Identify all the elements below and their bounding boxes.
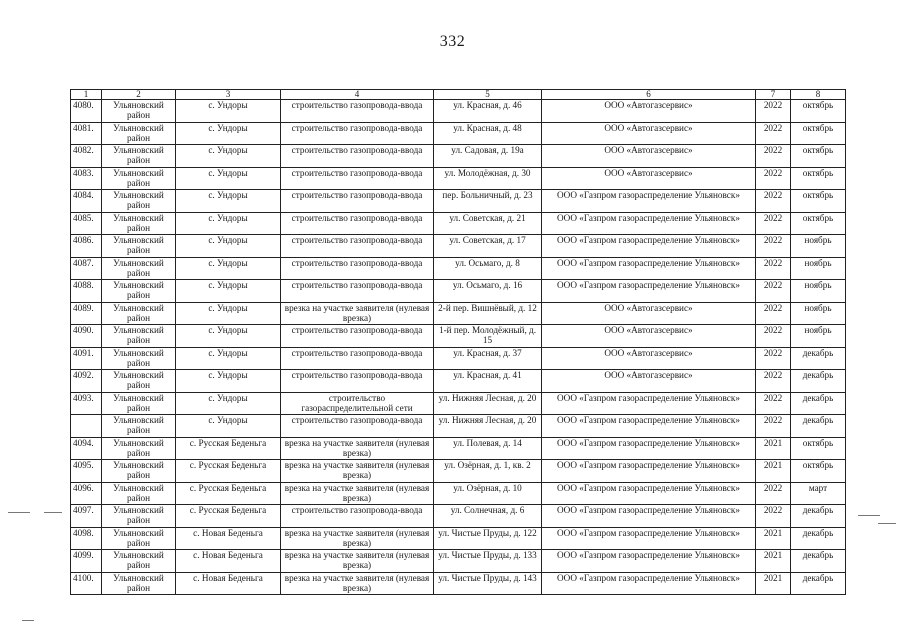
year-cell: 2021: [756, 460, 791, 483]
work-type-cell: строительство газораспределительной сети: [281, 392, 434, 415]
year-cell: 2022: [756, 145, 791, 168]
district-cell: Ульяновский район: [102, 145, 176, 168]
address-cell: ул. Солнечная, д. 6: [434, 505, 542, 528]
row-number: 4088.: [71, 280, 102, 303]
organization-cell: ООО «Автогазсервис»: [542, 167, 756, 190]
district-cell: Ульяновский район: [102, 550, 176, 573]
organization-cell: ООО «Газпром газораспределение Ульяновск»: [542, 392, 756, 415]
month-cell: ноябрь: [791, 302, 846, 325]
organization-cell: ООО «Автогазсервис»: [542, 302, 756, 325]
header-row: [71, 90, 846, 100]
year-cell: 2022: [756, 415, 791, 438]
settlement-cell: с. Ундоры: [176, 212, 281, 235]
work-type-cell: строительство газопровода-ввода: [281, 347, 434, 370]
organization-cell: ООО «Газпром газораспределение Ульяновск»: [542, 235, 756, 258]
work-type-cell: строительство газопровода-ввода: [281, 415, 434, 438]
settlement-cell: с. Ундоры: [176, 302, 281, 325]
month-cell: октябрь: [791, 100, 846, 123]
table-row: [71, 370, 846, 393]
settlement-cell: с. Ундоры: [176, 167, 281, 190]
year-cell: 2022: [756, 235, 791, 258]
address-cell: ул. Осьмаго, д. 8: [434, 257, 542, 280]
table-row: [71, 437, 846, 460]
district-cell: Ульяновский район: [102, 257, 176, 280]
row-number: 4095.: [71, 460, 102, 483]
row-number: 4081.: [71, 122, 102, 145]
month-cell: декабрь: [791, 527, 846, 550]
row-number: 4087.: [71, 257, 102, 280]
settlement-cell: с. Русская Беденьга: [176, 460, 281, 483]
year-cell: 2022: [756, 257, 791, 280]
address-cell: ул. Озёрная, д. 1, кв. 2: [434, 460, 542, 483]
organization-cell: ООО «Газпром газораспределение Ульяновск»: [542, 415, 756, 438]
organization-cell: ООО «Автогазсервис»: [542, 370, 756, 393]
address-cell: ул. Красная, д. 37: [434, 347, 542, 370]
work-type-cell: строительство газопровода-ввода: [281, 370, 434, 393]
settlement-cell: с. Ундоры: [176, 257, 281, 280]
table-row: [71, 415, 846, 438]
table-row: [71, 482, 846, 505]
scan-mark: [22, 620, 34, 621]
address-cell: пер. Больничный, д. 23: [434, 190, 542, 213]
month-cell: декабрь: [791, 505, 846, 528]
column-header: 1: [71, 90, 102, 100]
year-cell: 2021: [756, 527, 791, 550]
work-type-cell: строительство газопровода-ввода: [281, 122, 434, 145]
district-cell: Ульяновский район: [102, 572, 176, 595]
row-number: 4094.: [71, 437, 102, 460]
settlement-cell: с. Русская Беденьга: [176, 482, 281, 505]
table-row: [71, 167, 846, 190]
district-cell: Ульяновский район: [102, 437, 176, 460]
table-row: [71, 527, 846, 550]
year-cell: 2021: [756, 572, 791, 595]
row-number: [71, 415, 102, 438]
year-cell: 2021: [756, 437, 791, 460]
year-cell: 2022: [756, 302, 791, 325]
work-type-cell: строительство газопровода-ввода: [281, 325, 434, 348]
month-cell: декабрь: [791, 347, 846, 370]
district-cell: Ульяновский район: [102, 167, 176, 190]
settlement-cell: с. Ундоры: [176, 235, 281, 258]
settlement-cell: с. Ундоры: [176, 190, 281, 213]
work-type-cell: врезка на участке заявителя (нулевая врезка): [281, 302, 434, 325]
table-row: [71, 145, 846, 168]
organization-cell: ООО «Автогазсервис»: [542, 145, 756, 168]
month-cell: октябрь: [791, 167, 846, 190]
address-cell: ул. Полевая, д. 14: [434, 437, 542, 460]
scan-mark: [44, 512, 62, 513]
row-number: 4082.: [71, 145, 102, 168]
address-cell: ул. Молодёжная, д. 30: [434, 167, 542, 190]
work-type-cell: строительство газопровода-ввода: [281, 235, 434, 258]
column-header: 5: [434, 90, 542, 100]
address-cell: ул. Чистые Пруды, д. 122: [434, 527, 542, 550]
work-type-cell: строительство газопровода-ввода: [281, 100, 434, 123]
row-number: 4089.: [71, 302, 102, 325]
address-cell: ул. Нижняя Лесная, д. 20: [434, 415, 542, 438]
organization-cell: ООО «Газпром газораспределение Ульяновск»: [542, 437, 756, 460]
district-cell: Ульяновский район: [102, 527, 176, 550]
month-cell: октябрь: [791, 190, 846, 213]
table-row: [71, 505, 846, 528]
work-type-cell: строительство газопровода-ввода: [281, 167, 434, 190]
organization-cell: ООО «Газпром газораспределение Ульяновск»: [542, 280, 756, 303]
district-cell: Ульяновский район: [102, 482, 176, 505]
organization-cell: ООО «Автогазсервис»: [542, 100, 756, 123]
month-cell: ноябрь: [791, 257, 846, 280]
month-cell: декабрь: [791, 392, 846, 415]
month-cell: декабрь: [791, 415, 846, 438]
organization-cell: ООО «Газпром газораспределение Ульяновск»: [542, 505, 756, 528]
page-number: 332: [439, 33, 466, 50]
year-cell: 2022: [756, 167, 791, 190]
district-cell: Ульяновский район: [102, 302, 176, 325]
month-cell: декабрь: [791, 370, 846, 393]
scan-mark: [878, 523, 896, 524]
address-cell: ул. Чистые Пруды, д. 143: [434, 572, 542, 595]
district-cell: Ульяновский район: [102, 392, 176, 415]
organization-cell: ООО «Автогазсервис»: [542, 122, 756, 145]
address-cell: ул. Красная, д. 41: [434, 370, 542, 393]
work-type-cell: врезка на участке заявителя (нулевая врезка): [281, 460, 434, 483]
row-number: 4093.: [71, 392, 102, 415]
year-cell: 2022: [756, 482, 791, 505]
address-cell: ул. Садовая, д. 19а: [434, 145, 542, 168]
table-row: [71, 572, 846, 595]
address-cell: ул. Красная, д. 46: [434, 100, 542, 123]
month-cell: октябрь: [791, 122, 846, 145]
table-row: [71, 122, 846, 145]
month-cell: октябрь: [791, 460, 846, 483]
month-cell: декабрь: [791, 550, 846, 573]
district-cell: Ульяновский район: [102, 212, 176, 235]
address-cell: ул. Нижняя Лесная, д. 20: [434, 392, 542, 415]
month-cell: ноябрь: [791, 325, 846, 348]
row-number: 4096.: [71, 482, 102, 505]
scan-mark: [8, 512, 30, 513]
month-cell: декабрь: [791, 572, 846, 595]
district-cell: Ульяновский район: [102, 190, 176, 213]
row-number: 4099.: [71, 550, 102, 573]
district-cell: Ульяновский район: [102, 280, 176, 303]
work-type-cell: строительство газопровода-ввода: [281, 145, 434, 168]
address-cell: 2-й пер. Вишнёвый, д. 12: [434, 302, 542, 325]
table-row: [71, 460, 846, 483]
year-cell: 2022: [756, 100, 791, 123]
scan-mark: [858, 515, 880, 516]
month-cell: ноябрь: [791, 280, 846, 303]
year-cell: 2022: [756, 122, 791, 145]
column-header: 6: [542, 90, 756, 100]
settlement-cell: с. Ундоры: [176, 347, 281, 370]
year-cell: 2022: [756, 392, 791, 415]
table-row: [71, 347, 846, 370]
organization-cell: ООО «Газпром газораспределение Ульяновск»: [542, 482, 756, 505]
organization-cell: ООО «Газпром газораспределение Ульяновск»: [542, 190, 756, 213]
year-cell: 2021: [756, 550, 791, 573]
work-type-cell: врезка на участке заявителя (нулевая врезка): [281, 482, 434, 505]
organization-cell: ООО «Автогазсервис»: [542, 325, 756, 348]
column-header: 7: [756, 90, 791, 100]
district-cell: Ульяновский район: [102, 347, 176, 370]
table-row: [71, 550, 846, 573]
address-cell: ул. Озёрная, д. 10: [434, 482, 542, 505]
year-cell: 2022: [756, 280, 791, 303]
row-number: 4080.: [71, 100, 102, 123]
settlement-cell: с. Ундоры: [176, 370, 281, 393]
settlement-cell: с. Ундоры: [176, 145, 281, 168]
month-cell: октябрь: [791, 212, 846, 235]
month-cell: ноябрь: [791, 235, 846, 258]
organization-cell: ООО «Газпром газораспределение Ульяновск»: [542, 527, 756, 550]
district-cell: Ульяновский район: [102, 505, 176, 528]
district-cell: Ульяновский район: [102, 122, 176, 145]
organization-cell: ООО «Газпром газораспределение Ульяновск»: [542, 572, 756, 595]
district-cell: Ульяновский район: [102, 415, 176, 438]
table-row: [71, 100, 846, 123]
settlement-cell: с. Ундоры: [176, 392, 281, 415]
row-number: 4084.: [71, 190, 102, 213]
work-type-cell: врезка на участке заявителя (нулевая врезка): [281, 527, 434, 550]
registry-table: [70, 89, 846, 595]
year-cell: 2022: [756, 505, 791, 528]
row-number: 4097.: [71, 505, 102, 528]
settlement-cell: с. Ундоры: [176, 122, 281, 145]
work-type-cell: врезка на участке заявителя (нулевая врезка): [281, 572, 434, 595]
table-row: [71, 190, 846, 213]
work-type-cell: врезка на участке заявителя (нулевая врезка): [281, 437, 434, 460]
year-cell: 2022: [756, 370, 791, 393]
year-cell: 2022: [756, 325, 791, 348]
row-number: 4091.: [71, 347, 102, 370]
district-cell: Ульяновский район: [102, 235, 176, 258]
work-type-cell: строительство газопровода-ввода: [281, 505, 434, 528]
row-number: 4092.: [71, 370, 102, 393]
work-type-cell: строительство газопровода-ввода: [281, 257, 434, 280]
district-cell: Ульяновский район: [102, 460, 176, 483]
table-row: [71, 235, 846, 258]
year-cell: 2022: [756, 190, 791, 213]
work-type-cell: строительство газопровода-ввода: [281, 190, 434, 213]
year-cell: 2022: [756, 347, 791, 370]
district-cell: Ульяновский район: [102, 370, 176, 393]
work-type-cell: врезка на участке заявителя (нулевая врезка): [281, 550, 434, 573]
column-header: 8: [791, 90, 846, 100]
organization-cell: ООО «Газпром газораспределение Ульяновск»: [542, 550, 756, 573]
settlement-cell: с. Новая Беденьга: [176, 550, 281, 573]
settlement-cell: с. Ундоры: [176, 100, 281, 123]
organization-cell: ООО «Автогазсервис»: [542, 347, 756, 370]
settlement-cell: с. Русская Беденьга: [176, 437, 281, 460]
organization-cell: ООО «Газпром газораспределение Ульяновск»: [542, 460, 756, 483]
address-cell: ул. Осьмаго, д. 16: [434, 280, 542, 303]
address-cell: 1-й пер. Молодёжный, д. 15: [434, 325, 542, 348]
column-header: 4: [281, 90, 434, 100]
table-row: [71, 212, 846, 235]
settlement-cell: с. Русская Беденьга: [176, 505, 281, 528]
row-number: 4098.: [71, 527, 102, 550]
address-cell: ул. Чистые Пруды, д. 133: [434, 550, 542, 573]
month-cell: октябрь: [791, 437, 846, 460]
address-cell: ул. Советская, д. 21: [434, 212, 542, 235]
row-number: 4100.: [71, 572, 102, 595]
row-number: 4086.: [71, 235, 102, 258]
settlement-cell: с. Ундоры: [176, 280, 281, 303]
year-cell: 2022: [756, 212, 791, 235]
settlement-cell: с. Ундоры: [176, 415, 281, 438]
row-number: 4085.: [71, 212, 102, 235]
settlement-cell: с. Ундоры: [176, 325, 281, 348]
settlement-cell: с. Новая Беденьга: [176, 527, 281, 550]
settlement-cell: с. Новая Беденьга: [176, 572, 281, 595]
table-row: [71, 325, 846, 348]
district-cell: Ульяновский район: [102, 100, 176, 123]
row-number: 4083.: [71, 167, 102, 190]
table-row: [71, 392, 846, 415]
table-row: [71, 257, 846, 280]
column-header: 2: [102, 90, 176, 100]
month-cell: март: [791, 482, 846, 505]
table-row: [71, 280, 846, 303]
organization-cell: ООО «Газпром газораспределение Ульяновск»: [542, 212, 756, 235]
row-number: 4090.: [71, 325, 102, 348]
column-header: 3: [176, 90, 281, 100]
district-cell: Ульяновский район: [102, 325, 176, 348]
work-type-cell: строительство газопровода-ввода: [281, 280, 434, 303]
work-type-cell: строительство газопровода-ввода: [281, 212, 434, 235]
organization-cell: ООО «Газпром газораспределение Ульяновск»: [542, 257, 756, 280]
month-cell: октябрь: [791, 145, 846, 168]
table-row: [71, 302, 846, 325]
address-cell: ул. Красная, д. 48: [434, 122, 542, 145]
address-cell: ул. Советская, д. 17: [434, 235, 542, 258]
